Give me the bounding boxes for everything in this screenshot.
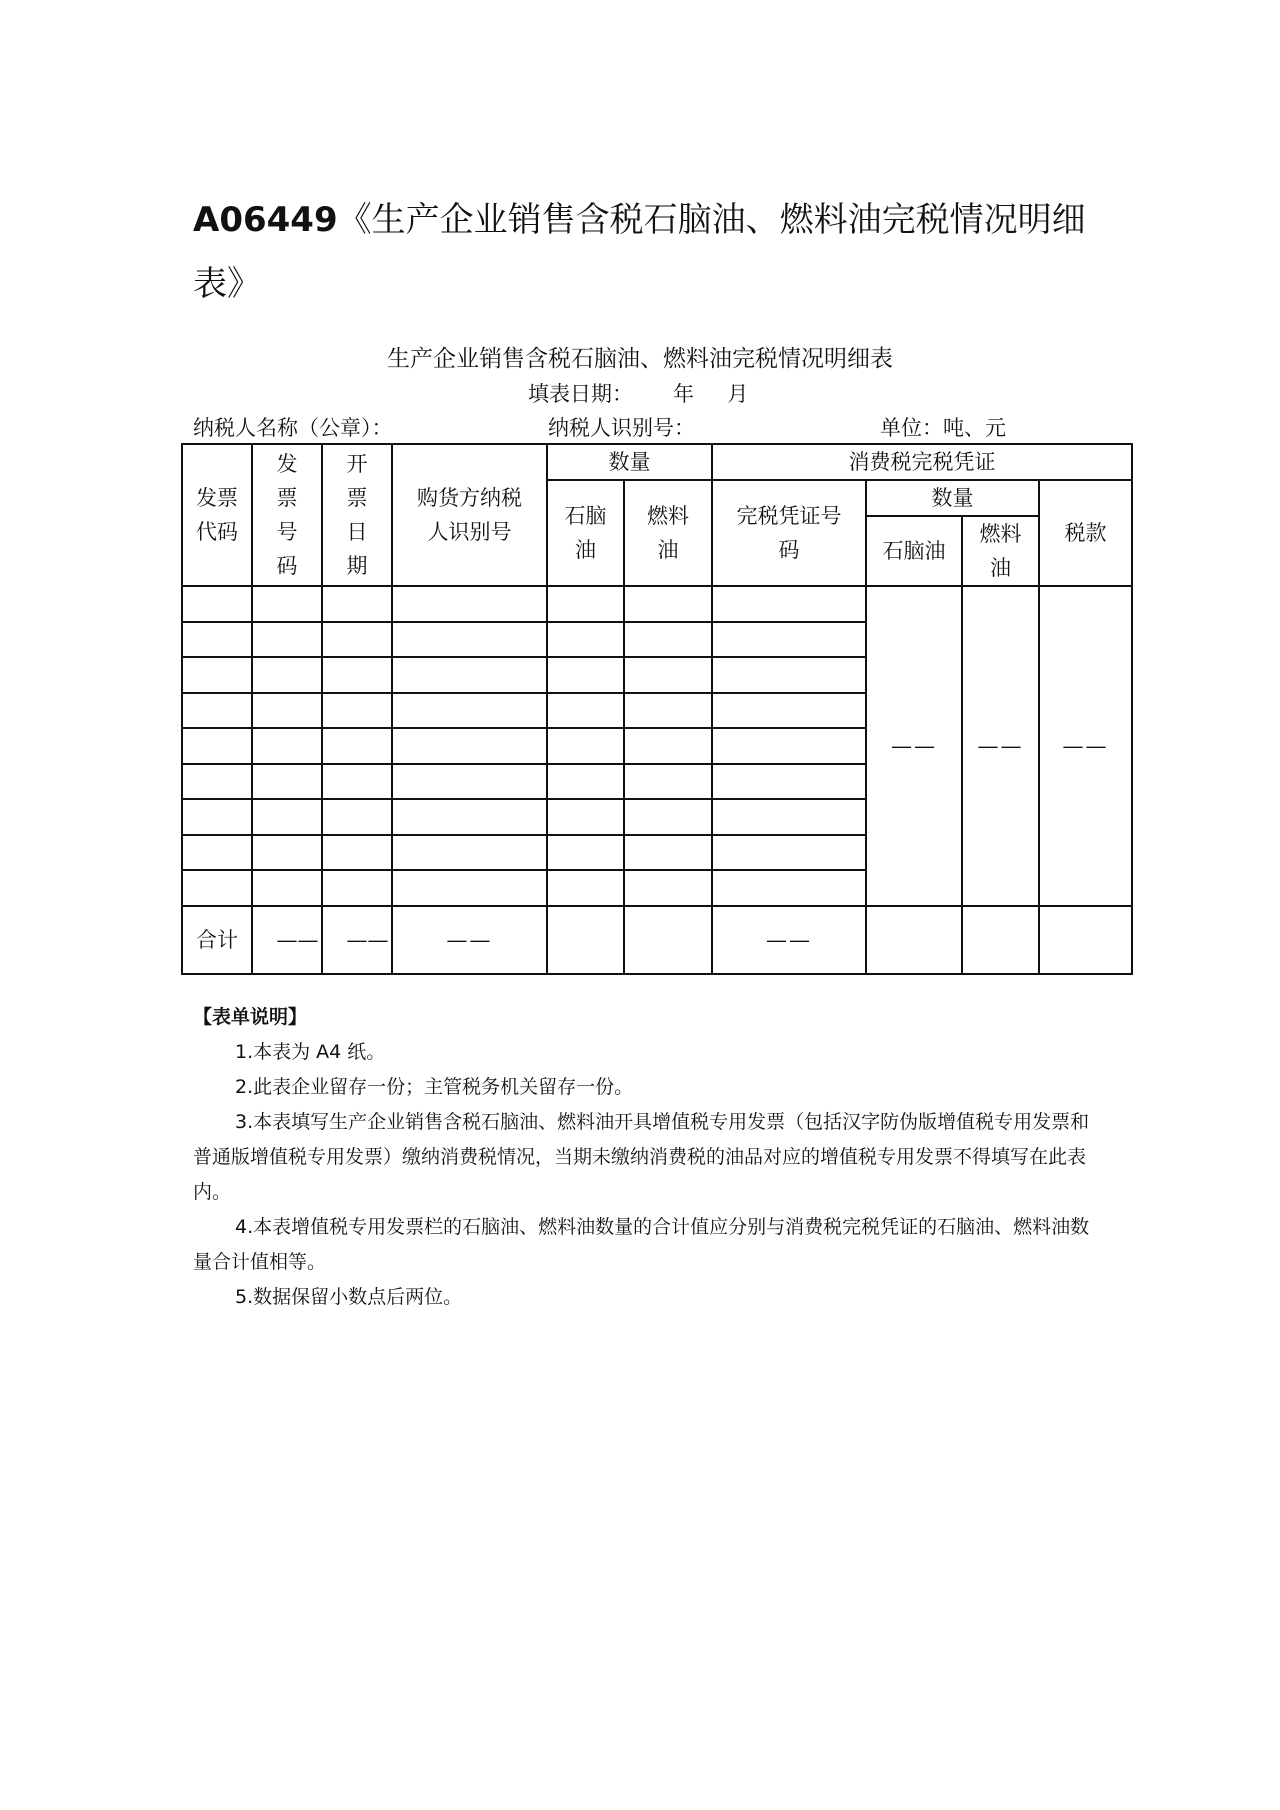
total-dash-certificate: ——	[712, 906, 866, 974]
detail-table	[181, 443, 1133, 975]
page-title	[193, 188, 1093, 316]
total-fuel-oil[interactable]	[624, 906, 712, 974]
note-item: 3.本表填写生产企业销售含税石脑油、燃料油开具增值税专用发票（包括汉字防伪版增值税专用发票和普通版增值税专用发票）缴纳消费税情况，当期未缴纳消费税的油品对应的增值税专用发票不得填写在此表内。	[193, 1111, 1090, 1203]
header-cert-naphtha: 石脑油	[866, 516, 962, 586]
header-cert-quantity: 数量	[866, 480, 1039, 516]
total-dash-issue-date: ——	[322, 906, 392, 974]
total-dash-buyer: ——	[392, 906, 547, 974]
header-issue-date: 开票日期	[322, 444, 392, 586]
total-cert-naphtha[interactable]	[866, 906, 962, 974]
header-certificate-number: 完税凭证号码	[712, 480, 866, 586]
header-cert-fuel-oil: 燃料油	[962, 516, 1039, 586]
fill-date-label: 填表日期： 年 月	[528, 382, 749, 406]
total-naphtha[interactable]	[547, 906, 624, 974]
header-invoice-number: 发票号码	[252, 444, 322, 586]
table-row	[182, 586, 1132, 622]
note-item: 4.本表增值税专用发票栏的石脑油、燃料油数量的合计值应分别与消费税完税凭证的石脑油、燃料油数量合计值相等。	[193, 1216, 1090, 1273]
merged-dash-naphtha: ——	[866, 586, 962, 906]
header-naphtha-short: 石脑油	[547, 480, 624, 586]
form-notes	[193, 1000, 1093, 1315]
total-tax-amount[interactable]	[1039, 906, 1132, 974]
header-quantity: 数量	[547, 444, 712, 480]
form-code: A06449	[193, 200, 338, 240]
total-cert-fuel-oil[interactable]	[962, 906, 1039, 974]
taxpayer-name-label: 纳税人名称（公章）：	[193, 416, 393, 440]
total-row	[182, 906, 1132, 974]
notes-heading: 【表单说明】	[193, 1006, 308, 1028]
table-title: 生产企业销售含税石脑油、燃料油完税情况明细表	[387, 346, 893, 372]
form-title-text: 《生产企业销售含税石脑油、燃料油完税情况明细表》	[193, 200, 1086, 304]
note-item: 2.此表企业留存一份；主管税务机关留存一份。	[235, 1076, 634, 1098]
total-label: 合计	[182, 906, 252, 974]
header-buyer-id: 购货方纳税人识别号	[392, 444, 547, 586]
header-tax-amount: 税款	[1039, 480, 1132, 586]
note-item: 5.数据保留小数点后两位。	[235, 1286, 463, 1308]
header-fuel-oil: 燃料油	[624, 480, 712, 586]
header-certificate: 消费税完税凭证	[712, 444, 1132, 480]
unit-label: 单位：吨、元	[880, 416, 1006, 440]
merged-dash-fuel-oil: ——	[962, 586, 1039, 906]
merged-dash-tax: ——	[1039, 586, 1132, 906]
note-item: 1.本表为 A4 纸。	[235, 1041, 386, 1063]
taxpayer-id-label: 纳税人识别号：	[548, 416, 695, 440]
total-dash-invoice-number: ——	[252, 906, 322, 974]
header-invoice-code: 发票代码	[182, 444, 252, 586]
